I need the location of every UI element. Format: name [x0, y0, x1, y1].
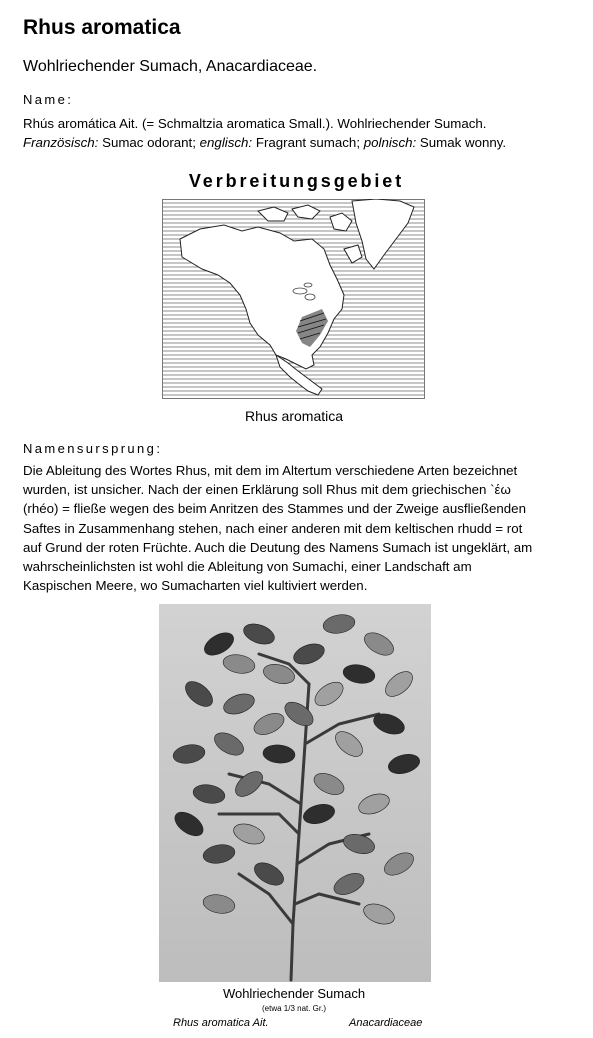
- origin-section-label: Namensursprung:: [23, 441, 163, 456]
- name-line-1: Rhús aromática Ait. (= Schmaltzia aromatica Small.). Wohlriechender Sumach.: [23, 116, 487, 131]
- french-label: Französisch:: [23, 135, 99, 151]
- origin-line: Saftes in Zusammenhang stehen, nach einer anderen mit dem keltischen rhudd = rot: [23, 520, 523, 536]
- english-label: englisch:: [199, 135, 253, 151]
- origin-line: auf Grund der roten Früchte. Auch die Deutung des Namens Sumach ist ungeklärt, am: [23, 539, 533, 555]
- origin-line: (rhéo) = fließe wegen des beim Anritzen des Stammes und der Zweige ausfließenden: [23, 501, 526, 517]
- english-value: Fragrant sumach;: [252, 135, 364, 151]
- origin-line: Kaspischen Meere, wo Sumacharten viel kultiviert werden.: [23, 578, 368, 594]
- origin-line: Die Ableitung des Wortes Rhus, mit dem im Altertum verschiedene Arten bezeichnet: [23, 463, 518, 478]
- plant-photo: [159, 604, 431, 982]
- photo-scale-note: (etwa 1/3 nat. Gr.): [261, 1004, 327, 1013]
- photo-caption: Wohlriechender Sumach: [222, 986, 366, 1001]
- polish-label: polnisch:: [363, 135, 417, 151]
- name-section-text: [23, 114, 583, 152]
- origin-text: [23, 461, 583, 595]
- name-section-label: Name:: [23, 92, 74, 107]
- page-title: Rhus aromatica: [23, 16, 181, 39]
- origin-line: wurden, ist unsicher. Nach der einen Erklärung soll Rhus mit dem griechischen `έω: [23, 482, 511, 498]
- french-value: Sumac odorant;: [98, 135, 200, 151]
- distribution-map: [162, 199, 425, 399]
- photo-latin-name: Rhus aromatica Ait.: [173, 1017, 269, 1029]
- page-subtitle: Wohlriechender Sumach, Anacardiaceae.: [23, 58, 318, 75]
- map-caption: Rhus aromatica: [244, 408, 344, 424]
- origin-line: wahrscheinlichsten ist wohl die Ableitung von Sumachi, einer Landschaft am: [23, 559, 472, 575]
- name-line-2: [23, 133, 583, 152]
- photo-family-name: Anacardiaceae: [349, 1017, 423, 1029]
- distribution-heading: Verbreitungsgebiet: [188, 171, 405, 191]
- polish-value: Sumak wonny.: [416, 135, 507, 151]
